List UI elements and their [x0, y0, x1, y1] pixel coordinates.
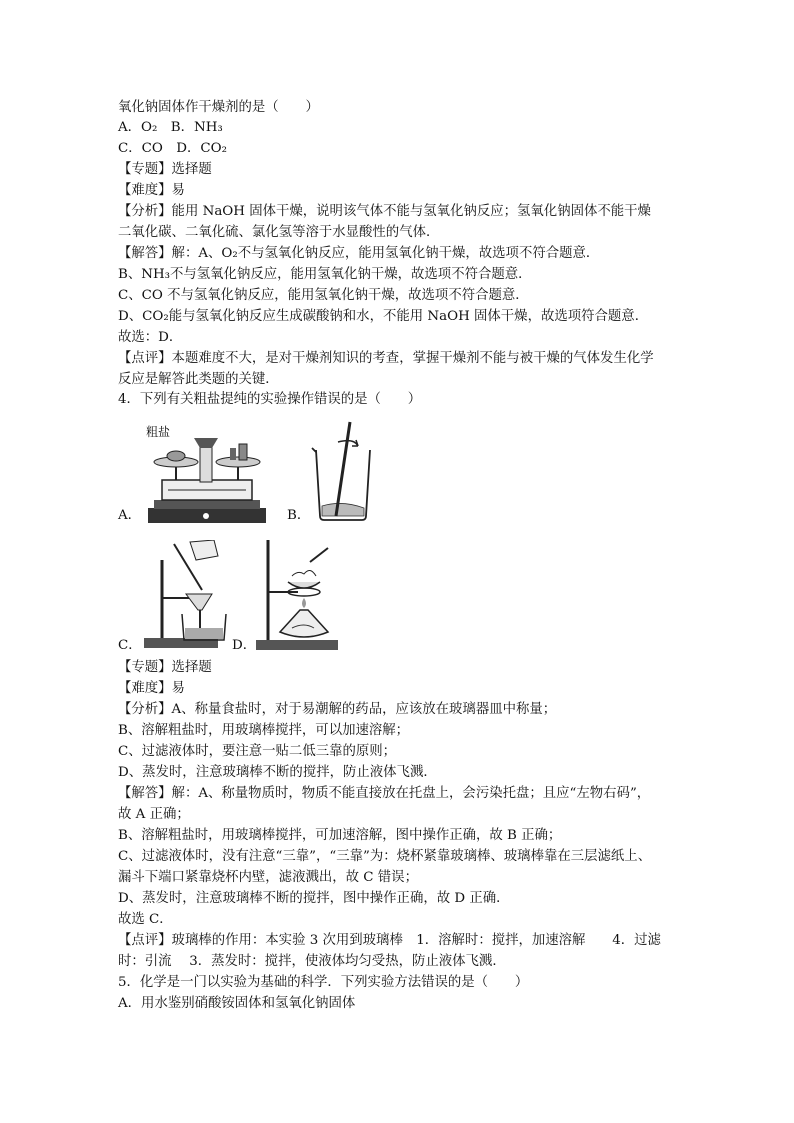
comment-line: 时：引流 3．蒸发时：搅拌，使液体均匀受热，防止液体飞溅．: [118, 954, 506, 969]
option-a-label: A．: [118, 508, 142, 523]
answer-line: D、CO₂能与氢氧化钠反应生成碳酸钠和水，不能用 NaOH 固体干燥，故选项符合题意．: [118, 309, 649, 324]
filtration-figure: [140, 540, 232, 652]
dissolving-beaker-figure: [306, 420, 378, 522]
answer-line: 【解答】解：A、称量物质时，物质不能直接放在托盘上，会污染托盘；且应“左物右码”，: [118, 786, 651, 801]
difficulty-label: 【难度】易: [118, 183, 185, 198]
option-d-label: D．: [232, 638, 257, 653]
option-line: A．用水鉴别硝酸铵固体和氢氧化钠固体: [118, 996, 356, 1011]
answer-line: 【解答】解：A、O₂不与氢氧化钠反应，能用氢氧化钠干燥，故选项不符合题意．: [118, 246, 600, 261]
comment-line: 反应是解答此类题的关键．: [118, 372, 279, 387]
answer-line: B、NH₃不与氢氧化钠反应，能用氢氧化钠干燥，故选项不符合题意．: [118, 267, 532, 282]
answer-line: B、溶解粗盐时，用玻璃棒搅拌，可加速溶解，图中操作正确，故 B 正确；: [118, 828, 562, 843]
option-c-label: C．: [118, 638, 142, 653]
answer-line: C、CO 不与氢氧化钠反应，能用氢氧化钠干燥，故选项不符合题意．: [118, 288, 529, 303]
analysis-line: D、蒸发时，注意玻璃棒不断的搅拌，防止液体飞溅．: [118, 765, 437, 780]
analysis-line: 二氧化碳、二氧化硫、氯化氢等溶于水显酸性的气体．: [118, 225, 440, 240]
comment-line: 【点评】玻璃棒的作用：本实验 3 次用到玻璃棒 1．溶解时：搅拌，加速溶解 4．过滤: [118, 933, 661, 948]
analysis-line: B、溶解粗盐时，用玻璃棒搅拌，可以加速溶解；: [118, 723, 410, 738]
answer-line: C、过滤液体时，没有注意“三靠”，“三靠”为：烧杯紧靠玻璃棒、玻璃棒靠在三层滤纸上、: [118, 849, 652, 864]
option-b-label: B．: [287, 508, 311, 523]
answer-line: 故选：D．: [118, 330, 183, 345]
analysis-line: 【分析】能用 NaOH 固体干燥，说明该气体不能与氢氧化钠反应；氢氧化钠固体不能干燥: [118, 204, 651, 219]
question-5-title: 5．化学是一门以实验为基础的科学．下列实验方法错误的是（ ）: [118, 975, 529, 990]
topic-label: 【专题】选择题: [118, 660, 212, 675]
option-line: C．CO D．CO₂: [118, 141, 227, 156]
comment-line: 【点评】本题难度不大，是对干燥剂知识的考查，掌握干燥剂不能与被干燥的气体发生化学: [118, 351, 654, 366]
answer-line: 漏斗下端口紧靠烧杯内壁，滤液溅出，故 C 错误；: [118, 870, 418, 885]
evaporation-figure: [254, 536, 340, 652]
answer-line: 故 A 正确；: [118, 807, 190, 822]
crude-salt-label: 粗盐: [146, 425, 171, 439]
text-line: 氧化钠固体作干燥剂的是（ ）: [118, 100, 319, 115]
difficulty-label: 【难度】易: [118, 681, 185, 696]
answer-line: 故选 C．: [118, 912, 173, 927]
option-line: A．O₂ B．NH₃: [118, 120, 223, 135]
topic-label: 【专题】选择题: [118, 162, 212, 177]
answer-line: D、蒸发时，注意玻璃棒不断的搅拌，图中操作正确，故 D 正确．: [118, 891, 510, 906]
analysis-line: 【分析】A、称量食盐时，对于易潮解的药品，应该放在玻璃器皿中称量；: [118, 702, 557, 717]
question-4-title: 4．下列有关粗盐提纯的实验操作错误的是（ ）: [118, 392, 422, 407]
analysis-line: C、过滤液体时，要注意一贴二低三靠的原则；: [118, 744, 397, 759]
